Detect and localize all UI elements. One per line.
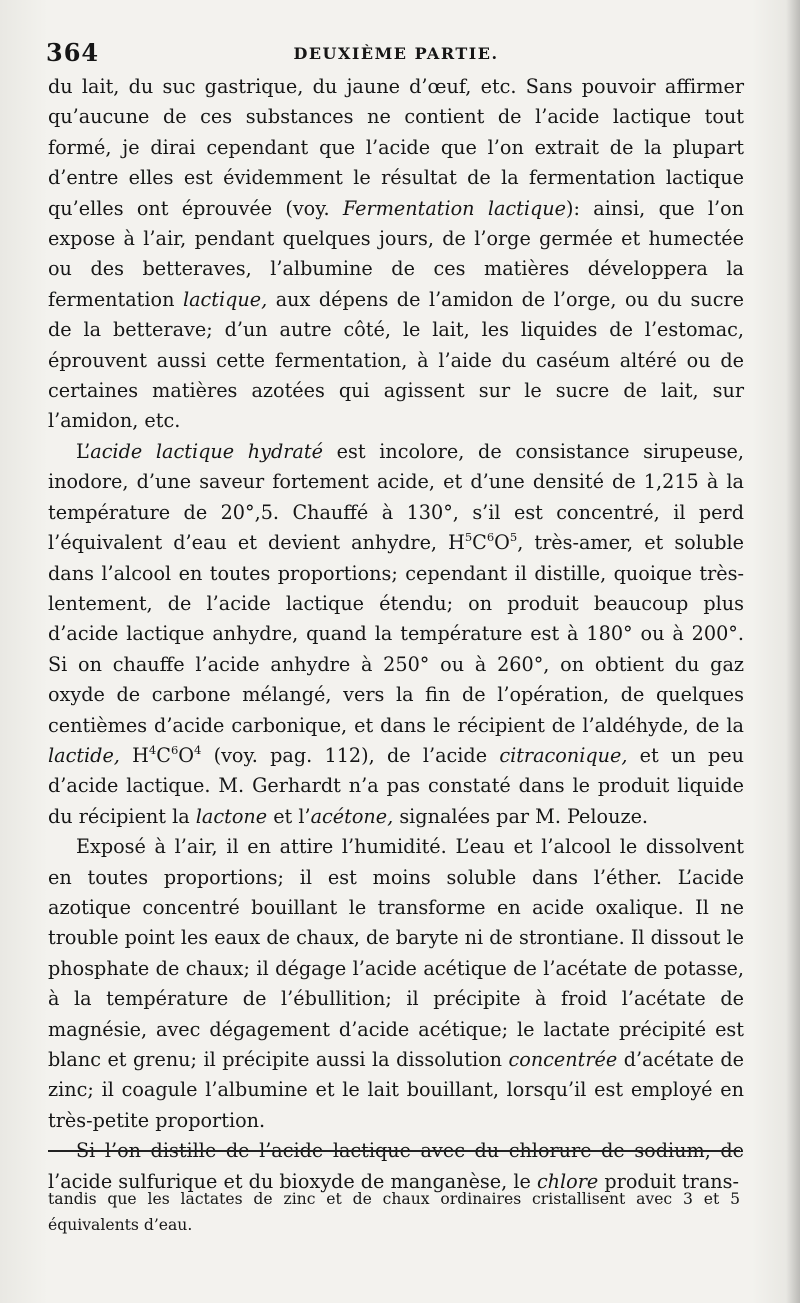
superscript: 6 <box>170 742 179 757</box>
text-run: C <box>156 743 171 767</box>
italic-text: chlore <box>536 1169 599 1193</box>
text-run: (voy. pag. 112), de l’acide <box>201 743 500 767</box>
italic-text: concentrée <box>508 1048 618 1071</box>
main-text <box>48 72 744 1197</box>
paragraph <box>48 437 744 832</box>
text-run: O <box>494 531 510 555</box>
italic-text: Fermentation lactique <box>342 196 566 220</box>
running-head: DEUXIÈME PARTIE. <box>293 44 499 63</box>
footnote-rule <box>48 1150 740 1152</box>
text-run: aux dépens de l’amidon de l’orge, ou du sucre de la betterave; d’un autre côté, le lait, les liquides de l’estomac, éprouvent aussi cette fermentation, à l’aide du caséum altéré ou de certaines matières azotées qui agissent sur le sucre de lait, sur l’amidon, etc. <box>48 287 744 433</box>
page-number: 364 <box>46 38 100 67</box>
text-run: ): ainsi, que l’on expose à l’air, pendant quelques jours, de l’orge germée et humectée ou des betteraves, l’albumine de ces matières développera la fermentation <box>48 196 745 311</box>
page-edge-shadow <box>786 0 800 1303</box>
text-run: et l’ <box>267 804 311 828</box>
italic-text: lactique, <box>182 287 268 311</box>
text-run: Exposé à l’air, il en attire l’humidité. L’eau et l’alcool le dissolvent en toutes proportions; il est moins soluble dans l’éther. L’acide azotique concentré bouillant le transforme en acide oxalique. Il ne trouble point les eaux de chaux, de baryte ni de strontiane. Il dissout le phosphate de chaux; il dégage l’acide acétique de l’acétate de potasse, à la température de l’ébullition; il précipite à froid l’acétate de magnésie, avec dégagement d’acide acétique; le lactate précipité est blanc et grenu; il précipite aussi la dissolution <box>48 835 744 1071</box>
italic-text: lactide, <box>48 743 120 767</box>
italic-text: lactone <box>195 804 268 828</box>
superscript: 4 <box>148 742 157 757</box>
text-run: du lait, du suc gastrique, du jaune d’œuf, etc. Sans pouvoir affirmer qu’aucune de ces substances ne contient de l’acide lactique tout formé, je dirai cependant que l’acide que l’on extrait de la plupart d’entre elles est évidemment le résultat de la fermentation lactique qu’elles ont éprouvée (voy. <box>48 75 744 220</box>
text-run: est incolore, de consistance sirupeuse, inodore, d’une saveur fortement acide, et d’une densité de 1,215 à la température de 20°,5. Chauffé à 130°, s’il est concentré, il perd l’équivalent d’eau et devient anhydre, H <box>48 439 744 555</box>
text-run: O <box>178 743 194 767</box>
text-run: , très-amer, et soluble dans l’alcool en toutes proportions; cependant il distille, quoique très-lentement, de l’acide lactique étendu; on produit beaucoup plus d’acide lactique anhydre, quand la température est à 180° ou à 200°. Si on chauffe l’acide anhydre à 250° ou à 260°, on obtient du gaz oxyde de carbone mélangé, vers la fin de l’opération, de quelques centièmes d’acide carbonique, et dans le récipient de l’aldéhyde, de la <box>48 531 744 737</box>
text-run: d’acétate de zinc; il coagule l’albumine et le lait bouillant, lorsqu’il est employé en très-petite proportion. <box>48 1048 744 1132</box>
text-run: C <box>472 531 487 555</box>
footnote: tandis que les lactates de zinc et de chaux ordinaires cristallisent avec 3 et 5 équivalents d’eau. <box>48 1190 740 1234</box>
page-header <box>46 38 746 72</box>
text-run: produit trans- <box>598 1169 739 1193</box>
italic-text: citraconique, <box>499 743 628 767</box>
superscript: 4 <box>194 742 202 757</box>
text-run: H <box>119 743 149 767</box>
superscript: 6 <box>486 530 495 545</box>
text-run: signalées par M. Pelouze. <box>393 804 649 828</box>
text-run: et un peu d’acide lactique. M. Gerhardt n’a pas constaté dans le produit liquide du récipient la <box>48 743 744 828</box>
paragraph <box>48 832 744 1136</box>
italic-text: acétone, <box>310 804 394 828</box>
text-run: Si l’on distille de l’acide lactique avec du chlorure de sodium, de l’acide sulfurique et du bioxyde de manganèse, le <box>48 1139 744 1193</box>
superscript: 5 <box>509 530 518 545</box>
italic-text: acide lactique hydraté <box>90 439 323 463</box>
superscript: 5 <box>464 530 473 545</box>
text-run: L’ <box>76 439 91 463</box>
paragraph <box>48 72 744 437</box>
